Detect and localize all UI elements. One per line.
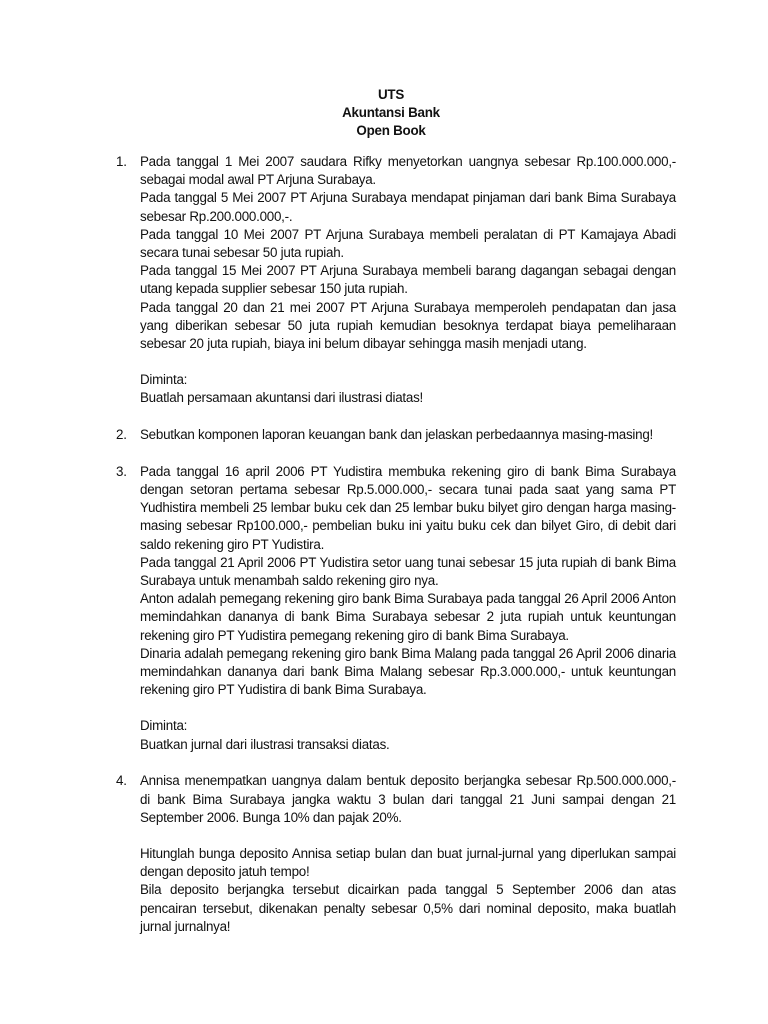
question-4 [116,772,676,936]
question-paragraph: Pada tanggal 21 April 2006 PT Yudistira setor uang tunai sebesar 15 juta rupiah di bank Bima Surabaya untuk menambah saldo rekening giro nya. [140,554,676,589]
question-paragraph: Dinaria adalah pemegang rekening giro bank Bima Malang pada tanggal 26 April 2006 dinaria memindahkan dananya dari bank Bima Malang sebesar Rp.3.000.000,- untuk keuntungan rekening giro PT Yudistira di bank Bima Surabaya. [140,645,676,698]
question-number: 1. [116,154,127,169]
diminta-label: Diminta: [140,718,188,734]
exam-type: Open Book [356,123,426,138]
question-followup: Hitunglah bunga deposito Annisa setiap bulan dan buat jurnal-jurnal yang diperlukan sampai dengan deposito jatuh tempo! [140,846,676,880]
question-1 [116,153,676,408]
question-number: 4. [116,773,127,789]
question-paragraph: Pada tanggal 16 april 2006 PT Yudistira membuka rekening giro di bank Bima Surabaya dengan setoran pertama sebesar Rp.5.000.000,- secara tunai pada saat yang sama PT Yudhistira membeli 25 lembar buku cek dan 25 lembar buku bilyet giro dengan harga masing-masing sebesar Rp100.000,- pembelian buku ini yaitu buku cek dan bilyet Giro, di debit dari saldo rekening giro PT Yudistira. [140,463,676,552]
question-paragraph: Anton adalah pemegang rekening giro bank Bima Surabaya pada tanggal 26 April 2006 Anton memindahkan dananya di bank Bima Surabaya sebesar 2 juta rupiah untuk keuntungan rekening giro PT Yudistira pemegang rekening giro di bank Bima Surabaya. [140,591,676,643]
question-followup: Bila deposito berjangka tersebut dicairkan pada tanggal 5 September 2006 dan atas pencairan tersebut, dikenakan penalty sebesar 0,5% dari nominal deposito, maka buatlah jurnal jurnalnya! [140,882,676,934]
question-list [116,153,676,936]
question-2 [116,426,676,444]
document-header [0,86,768,140]
diminta-text: Buatlah persamaan akuntansi dari ilustrasi diatas! [140,390,424,406]
question-number: 3. [116,463,127,479]
question-paragraph: Annisa menempatkan uangnya dalam bentuk deposito berjangka sebesar Rp.500.000.000,- di bank Bima Surabaya jangka waktu 3 bulan dari tanggal 21 Juni sampai dengan 21 September 2006. Bunga 10% dan pajak 20%. [140,773,676,825]
diminta-label: Diminta: [140,372,188,388]
exam-title: UTS [377,87,405,102]
question-paragraph: Pada tanggal 5 Mei 2007 PT Arjuna Surabaya mendapat pinjaman dari bank Bima Surabaya sebesar Rp.200.000.000,-. [140,190,676,224]
course-title: Akuntansi Bank [342,105,440,120]
question-3 [116,463,676,754]
question-paragraph: Pada tanggal 1 Mei 2007 saudara Rifky menyetorkan uangnya sebesar Rp.100.000.000,- sebagai modal awal PT Arjuna Surabaya. [140,154,676,188]
question-paragraph: Sebutkan komponen laporan keuangan bank dan jelaskan perbedaannya masing-masing! [140,427,654,443]
question-paragraph: Pada tanggal 15 Mei 2007 PT Arjuna Surabaya membeli barang dagangan sebagai dengan utang kepada supplier sebesar 150 juta rupiah. [140,263,676,297]
diminta-text: Buatkan jurnal dari ilustrasi transaksi diatas. [140,736,390,752]
question-paragraph: Pada tanggal 20 dan 21 mei 2007 PT Arjuna Surabaya memperoleh pendapatan dan jasa yang diberikan sebesar 50 juta rupiah kemudian besoknya terdapat biaya pemeliharaan sebesar 20 juta rupiah, biaya ini belum dibayar sehingga masih menjadi utang. [140,299,676,352]
question-paragraph: Pada tanggal 10 Mei 2007 PT Arjuna Surabaya membeli peralatan di PT Kamajaya Abadi secara tunai sebesar 50 juta rupiah. [140,226,676,261]
question-number: 2. [116,427,127,443]
